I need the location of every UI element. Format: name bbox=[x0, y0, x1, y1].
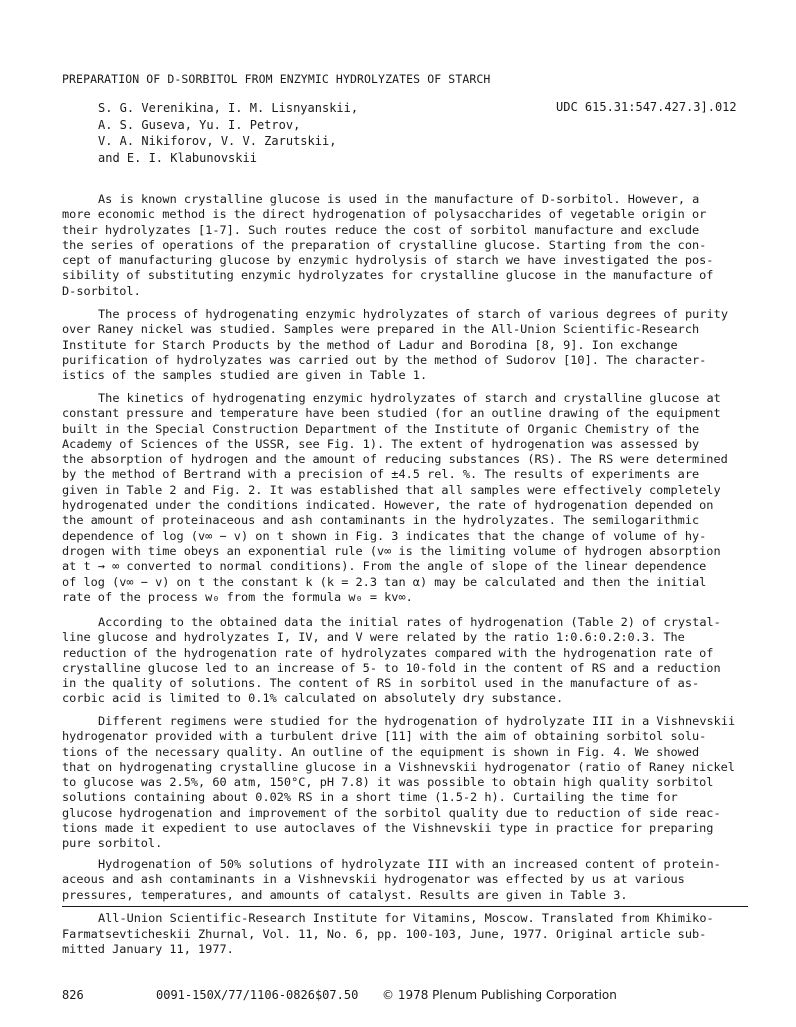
text-line: The process of hydrogenating enzymic hydrolyzates of starch of various degrees of purity bbox=[98, 307, 728, 321]
text-line: that on hydrogenating crystalline glucose in a Vishnevskii hydrogenator (ratio of Raney nickel bbox=[62, 759, 735, 774]
text-line: to glucose was 2.5%, 60 atm, 150°C, pH 7.8) it was possible to obtain high quality sorbitol bbox=[62, 775, 714, 790]
author-line: V. A. Nikiforov, V. V. Zarutskii, bbox=[98, 134, 337, 149]
paragraph-intro bbox=[62, 192, 748, 299]
text-line: aceous and ash contaminants in a Vishnevskii hydrogenator was effected by us at various bbox=[62, 872, 685, 887]
text-line: their hydrolyzates [1-7]. Such routes reduce the cost of sorbitol manufacture and exclude bbox=[62, 222, 700, 237]
text-line: corbic acid is limited to 0.1% calculated on absolutely dry substance. bbox=[62, 691, 564, 706]
text-line: solutions containing about 0.02% RS in a short time (1.5-2 h). Curtailing the time for bbox=[62, 790, 678, 805]
text-line: by the method of Bertrand with a precision of ±4.5 rel. %. The results of experiments are bbox=[62, 467, 700, 482]
text-line: D-sorbitol. bbox=[62, 283, 141, 298]
text-line: istics of the samples studied are given in Table 1. bbox=[62, 368, 428, 383]
author-line: A. S. Guseva, Yu. I. Petrov, bbox=[98, 117, 301, 132]
text-line: Hydrogenation of 50% solutions of hydrolyzate III with an increased content of protein- bbox=[98, 857, 721, 871]
text-line: drogen with time obeys an exponential rule (v∞ is the limiting volume of hydrogen absorption bbox=[62, 543, 721, 558]
footnote-line: All-Union Scientific-Research Institute for Vitamins, Moscow. Translated from Khimiko- bbox=[98, 911, 714, 925]
text-line: line glucose and hydrolyzates I, IV, and V were related by the ratio 1:0.6:0.2:0.3. The bbox=[62, 630, 685, 645]
footnote-line: mitted January 11, 1977. bbox=[62, 942, 234, 956]
copyright-notice: © 1978 Plenum Publishing Corporation bbox=[382, 988, 617, 1002]
text-line: dependence of log (v∞ − v) on t shown in Fig. 3 indicates that the change of volume of hy- bbox=[62, 528, 707, 543]
paragraph-samples bbox=[62, 307, 748, 383]
text-line: the amount of proteinaceous and ash contaminants in the hydrolyzates. The semilogarithmic bbox=[62, 513, 700, 528]
footnote-line: Farmatsevticheskii Zhurnal, Vol. 11, No. 6, pp. 100-103, June, 1977. Original article sub- bbox=[62, 926, 707, 941]
text-line: constant pressure and temperature have been studied (for an outline drawing of the equipment bbox=[62, 406, 721, 421]
text-line: in the quality of solutions. The content of RS in sorbitol used in the manufacture of as- bbox=[62, 676, 700, 691]
text-line: tions of the necessary quality. An outline of the equipment is shown in Fig. 4. We showed bbox=[62, 744, 700, 759]
text-line: crystalline glucose led to an increase of 5- to 10-fold in the content of RS and a reduction bbox=[62, 660, 721, 675]
text-line: Academy of Sciences of the USSR, see Fig. 1). The extent of hydrogenation was assessed by bbox=[62, 436, 700, 451]
text-line: the absorption of hydrogen and the amount of reducing substances (RS). The RS were determined bbox=[62, 452, 728, 467]
article-title: PREPARATION OF D-SORBITOL FROM ENZYMIC HYDROLYZATES OF STARCH bbox=[62, 72, 491, 86]
udc-code: UDC 615.31:547.427.3].012 bbox=[556, 100, 737, 114]
text-line: reduction of the hydrogenation rate of hydrolyzates compared with the hydrogenation rate of bbox=[62, 645, 714, 660]
text-line: tions made it expedient to use autoclaves of the Vishnevskii type in practice for preparing bbox=[62, 821, 714, 836]
footnote bbox=[62, 911, 748, 958]
text-line: glucose hydrogenation and improvement of the sorbitol quality due to reduction of side reac- bbox=[62, 805, 721, 820]
paragraph-hydrolyzate-iii bbox=[62, 857, 748, 903]
author-list bbox=[98, 100, 358, 167]
paragraph-kinetics bbox=[62, 391, 748, 605]
text-line: of log (v∞ − v) on t the constant k (k = 2.3 tan α) may be calculated and then the initial bbox=[62, 574, 707, 589]
paragraph-regimens bbox=[62, 714, 748, 852]
text-line: Institute for Starch Products by the method of Ladur and Borodina [8, 9]. Ion exchange bbox=[62, 337, 678, 352]
text-line: According to the obtained data the initial rates of hydrogenation (Table 2) of crystal- bbox=[98, 615, 721, 629]
text-line: pure sorbitol. bbox=[62, 836, 163, 851]
text-line: given in Table 2 and Fig. 2. It was established that all samples were effectively completely bbox=[62, 482, 721, 497]
text-line: The kinetics of hydrogenating enzymic hydrolyzates of starch and crystalline glucose at bbox=[98, 391, 721, 405]
text-line: cept of manufacturing glucose by enzymic hydrolysis of starch we have investigated the pos- bbox=[62, 253, 714, 268]
text-line: the series of operations of the preparation of crystalline glucose. Starting from the con- bbox=[62, 237, 707, 252]
footnote-divider bbox=[62, 906, 748, 907]
text-line: purification of hydrolyzates was carried out by the method of Sudorov [10]. The character- bbox=[62, 352, 707, 367]
text-line: rate of the process w₀ from the formula w₀ = kv∞. bbox=[62, 589, 413, 604]
page-number: 826 bbox=[62, 988, 84, 1002]
text-line: at t → ∞ converted to normal conditions). From the angle of slope of the linear dependence bbox=[62, 559, 707, 574]
author-line: and E. I. Klabunovskii bbox=[98, 151, 257, 166]
text-line: As is known crystalline glucose is used in the manufacture of D-sorbitol. However, a bbox=[98, 192, 700, 206]
text-line: built in the Special Construction Department of the Institute of Organic Chemistry of the bbox=[62, 421, 700, 436]
text-line: more economic method is the direct hydrogenation of polysaccharides of vegetable origin or bbox=[62, 207, 707, 222]
text-line: sibility of substituting enzymic hydrolyzates for crystalline glucose in the manufacture of bbox=[62, 268, 714, 283]
text-line: Different regimens were studied for the hydrogenation of hydrolyzate III in a Vishnevskii bbox=[98, 714, 736, 728]
text-line: hydrogenated under the conditions indicated. However, the rate of hydrogenation depended on bbox=[62, 498, 714, 513]
text-line: over Raney nickel was studied. Samples were prepared in the All-Union Scientific-Research bbox=[62, 322, 700, 337]
issn-price-code: 0091-150X/77/1106-0826$07.50 bbox=[156, 988, 359, 1002]
author-line: S. G. Verenikina, I. M. Lisnyanskii, bbox=[98, 101, 359, 115]
paragraph-rates bbox=[62, 615, 748, 707]
text-line: hydrogenator provided with a turbulent drive [11] with the aim of obtaining sorbitol solu- bbox=[62, 729, 707, 744]
text-line: pressures, temperatures, and amounts of catalyst. Results are given in Table 3. bbox=[62, 887, 628, 902]
